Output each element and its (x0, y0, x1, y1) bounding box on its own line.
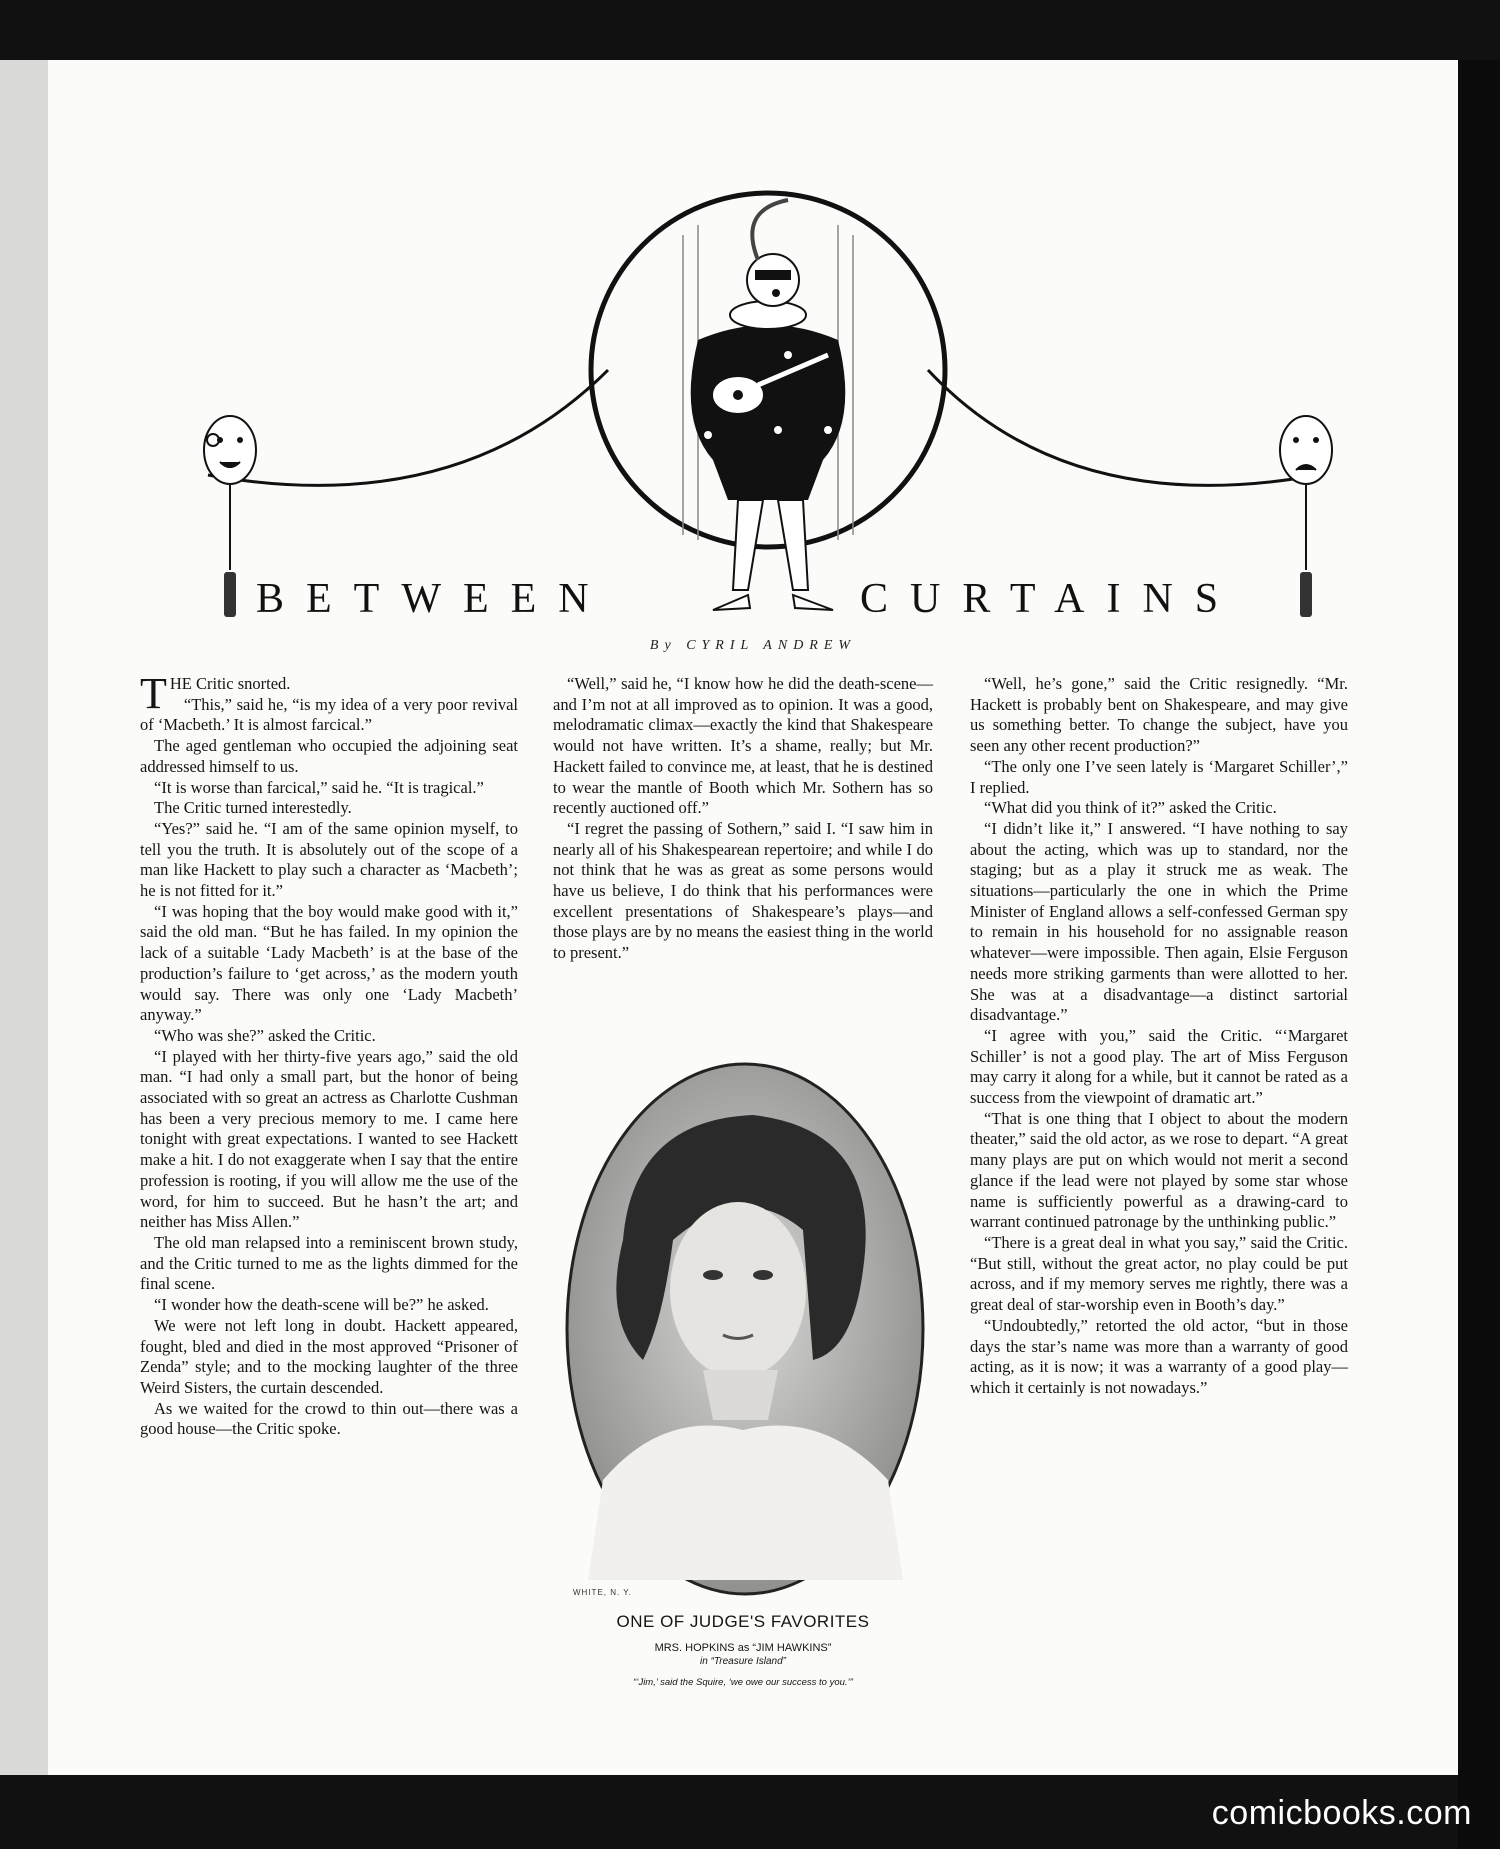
scan-border (1458, 60, 1500, 1849)
photo-caption (553, 1612, 933, 1688)
paragraph: THE Critic snorted. (140, 669, 291, 718)
paragraph: “It is worse than farcical,” said he. “It is tragical.” (154, 777, 484, 797)
paragraph: “I was hoping that the boy would make good with it,” said the old man. “But he has failed. In my opinion the lack of a suitable ‘Lady Macbeth’ is at the base of the production’s failure to ‘get across,’ as the modern youth would say. There was only one ‘Lady Macbeth’ anyway.” (140, 901, 518, 1025)
title-curtains: CURTAINS (860, 576, 1241, 622)
title-between: BETWEEN (256, 576, 611, 622)
paragraph: “The only one I’ve seen lately is ‘Margaret Schiller’,” I replied. (970, 756, 1348, 797)
book-gutter (0, 60, 51, 1775)
paragraph: “Undoubtedly,” retorted the old actor, “but in those days the star’s name was more than a warranty of good acting, as it is now; it was a warranty of a good play—which it certainly is not nowadays.” (970, 1315, 1348, 1397)
caption-quote: “‘Jim,’ said the Squire, ‘we owe our success to you.’” (633, 1677, 853, 1688)
magazine-page (48, 60, 1458, 1775)
paragraph: “Who was she?” asked the Critic. (154, 1025, 376, 1045)
drop-cap: T (140, 669, 167, 718)
paragraph: “That is one thing that I object to about the modern theater,” said the old actor, as we rose to depart. “A great many plays are put on which would not merit a second glance if the lead were not played by some star whose name is sufficiently powerful as a drawing-card to warrant continued patronage by the unthinking public.” (970, 1108, 1348, 1232)
paragraph: “This,” said he, “is my idea of a very poor revival of ‘Macbeth.’ It is almost farcical.” (140, 694, 518, 735)
photo-credit: WHITE, N. Y. (573, 1588, 632, 1597)
tragedy-mask-icon (1280, 416, 1332, 617)
paragraph: As we waited for the crowd to thin out—there was a good house—the Critic spoke. (140, 1398, 518, 1439)
paragraph: “I played with her thirty-five years ago,” said the old man. “I had only a small part, but the honor of being associated with so great an actress as Charlotte Cushman has been a very precious memory to me. I came here tonight with great expectations. I wanted to see Hackett make a hit. I do not exaggerate when I say that the entire profession is rooting, if you will allow me the use of the word, for him to succeed. But he hasn’t the art; and neither has Miss Allen.” (140, 1046, 518, 1232)
paragraph: “I regret the passing of Sothern,” said I. “I saw him in nearly all of his Shakespearean repertoire; and while I do not think that he was as great as some persons would have us believe, I do think that his performances were excellent presentations of Shakespeare’s plays—and those plays are by no means the easiest thing in the world to present.” (553, 818, 933, 963)
caption-play: in “Treasure Island” (700, 1656, 786, 1667)
paragraph: The old man relapsed into a reminiscent brown study, and the Critic turned to me as the lights dimmed for the final scene. (140, 1232, 518, 1294)
paragraph: “There is a great deal in what you say,” said the Critic. “But still, without the great actor, no play could be put across, and if my memory serves me rightly, there was a great deal of star-worship even in Booth’s day.” (970, 1232, 1348, 1315)
article-column-2 (553, 674, 933, 964)
paragraph: “Well, he’s gone,” said the Critic resignedly. “Mr. Hackett is probably bent on Shakespeare, and may give us something better. To change the subject, have you seen any other recent production?” (970, 674, 1348, 756)
caption-title: ONE OF JUDGE'S FAVORITES (616, 1612, 870, 1631)
paragraph: “What did you think of it?” asked the Critic. (984, 798, 1277, 818)
paragraph: We were not left long in doubt. Hackett appeared, fought, bled and died in the most approved “Prisoner of Zenda” style; and to the mocking laughter of the three Weird Sisters, the curtain descended. (140, 1315, 518, 1397)
paragraph: The Critic turned interestedly. (154, 798, 352, 818)
article-column-3 (970, 674, 1348, 1399)
paragraph: The aged gentleman who occupied the adjoining seat addressed himself to us. (140, 736, 518, 776)
byline: By CYRIL ANDREW (649, 638, 857, 653)
paragraph: “I wonder how the death-scene will be?” he asked. (154, 1295, 489, 1315)
article-column-1 (140, 669, 518, 1440)
paragraph: “I agree with you,” said the Critic. “‘Margaret Schiller’ is not a good play. The art of Miss Ferguson may carry it along for a while, but it cannot be rated as a success from the viewpoint of dramatic art.” (970, 1025, 1348, 1108)
pierrot-header-illustration (138, 140, 1398, 650)
paragraph: “I didn’t like it,” I answered. “I have nothing to say about the acting, which was up to standard, nor the staging; but as a play it struck me as weak. The situations—particularly the one in which the Prime Minister of England allows a self-confessed German spy to remain in his household for no assignable reason whatever—were impossible. Then again, Elsie Ferguson needs more striking garments than were allotted to her. She was at a disadvantage—a distinct sartorial disadvantage.” (970, 818, 1348, 1025)
portrait-photo (563, 1060, 927, 1598)
comedy-mask-icon (204, 416, 256, 617)
paragraph: “Well,” said he, “I know how he did the death-scene—and I’m not at all improved as to opinion. It was a good, melodramatic climax—exactly the kind that Shakespeare would not have written. It’s a shame, really; but Mr. Hackett failed to convince me, at least, that he is destined to wear the mantle of Booth which Mr. Sothern has so recently auctioned off.” (553, 674, 933, 818)
site-watermark: comicbooks.com (1211, 1794, 1472, 1832)
paragraph: “Yes?” said he. “I am of the same opinion myself, to tell you the truth. It is absolutely out of the scope of a man like Hackett to play such a character as ‘Macbeth’; he is not fitted for it.” (140, 818, 518, 901)
caption-subtitle: MRS. HOPKINS as “JIM HAWKINS” (654, 1642, 832, 1654)
